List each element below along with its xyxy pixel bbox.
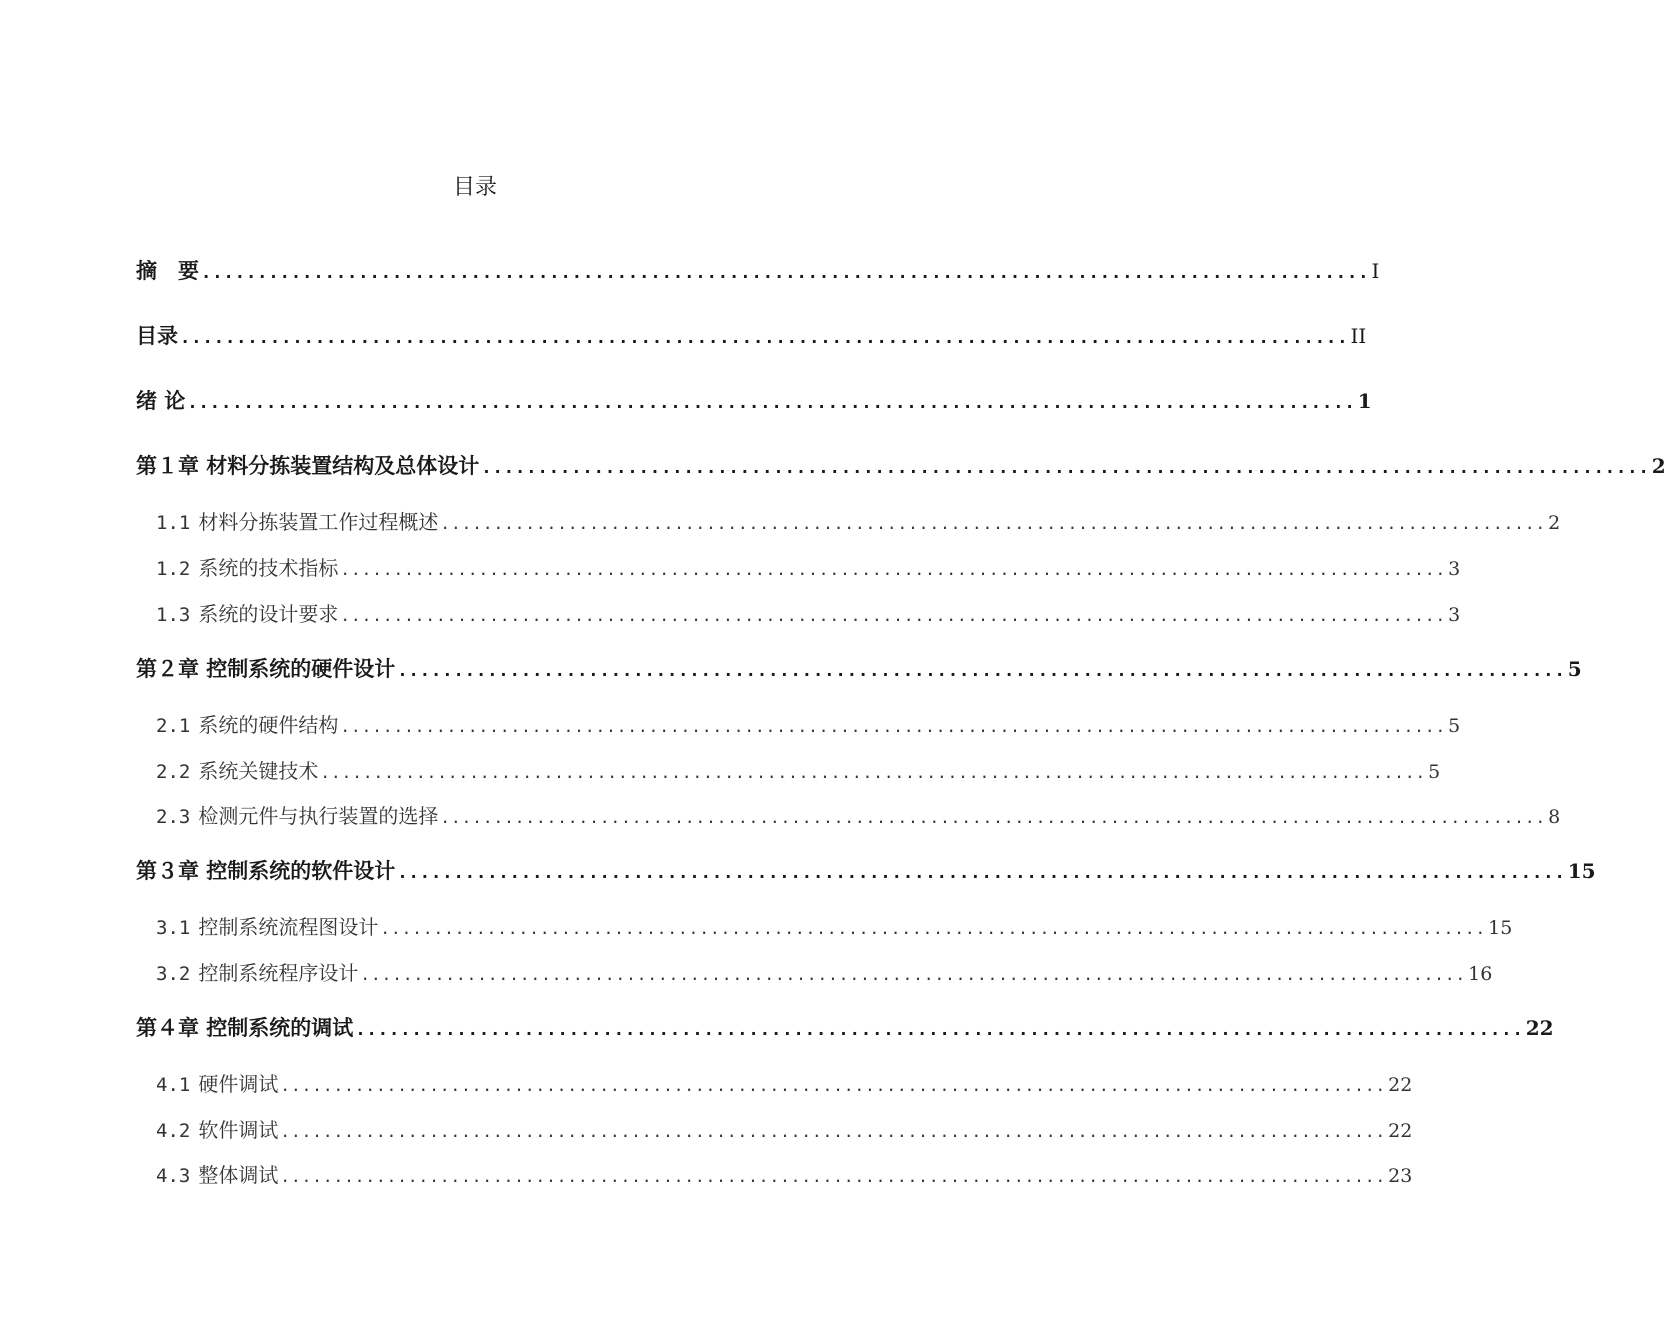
toc-page-number: 15: [1567, 859, 1596, 883]
toc-page-number: 16: [1468, 963, 1493, 985]
toc-section-number: 3.2: [156, 963, 191, 985]
toc-leader-dots: ........................................................................................................: [360, 965, 1467, 984]
toc-entry-section-2-1[interactable]: [156, 709, 1461, 738]
toc-leader-dots: ........................................................................................................: [280, 1076, 1387, 1095]
toc-section-number: 3.1: [156, 917, 191, 939]
toc-leader-dots: ........................................................................................................: [355, 1020, 1524, 1040]
toc-entry-label: 系统的技术指标: [198, 556, 339, 580]
toc-entry-label: 摘 要: [136, 259, 199, 283]
toc-entry-label: 系统的硬件结构: [198, 713, 339, 737]
toc-section-number: 4.3: [156, 1165, 191, 1187]
toc-entry-label: 第１章 材料分拣装置结构及总体设计: [136, 454, 480, 478]
toc-entry-label: 系统关键技术: [198, 759, 319, 783]
toc-leader-dots: ........................................................................................................: [440, 514, 1547, 533]
toc-entry-section-4-2[interactable]: [156, 1114, 1413, 1143]
toc-entry-section-1-2[interactable]: [156, 552, 1461, 581]
toc-entry-chapter-1[interactable]: [136, 450, 1666, 480]
toc-page-number: 5: [1567, 657, 1582, 681]
toc-entry-introduction[interactable]: [136, 385, 1372, 415]
toc-leader-dots: ........................................................................................................: [380, 919, 1487, 938]
toc-entry-section-1-1[interactable]: [156, 506, 1561, 535]
toc-section-number: 2.3: [156, 806, 191, 828]
toc-entry-label: 目录: [136, 324, 178, 348]
toc-entry-section-4-3[interactable]: [156, 1159, 1413, 1188]
toc-page-number: 23: [1388, 1165, 1413, 1187]
toc-leader-dots: ........................................................................................................: [201, 263, 1370, 283]
toc-section-number: 4.1: [156, 1074, 191, 1096]
toc-leader-dots: ........................................................................................................: [187, 393, 1356, 413]
toc-page-number: 22: [1525, 1016, 1554, 1040]
toc-leader-dots: ........................................................................................................: [320, 763, 1427, 782]
toc-leader-dots: ........................................................................................................: [397, 863, 1566, 883]
toc-entry-label: 硬件调试: [198, 1072, 279, 1096]
toc-section-number: 4.2: [156, 1120, 191, 1142]
toc-entry-chapter-2[interactable]: [136, 653, 1582, 683]
toc-entry-section-2-3[interactable]: [156, 800, 1561, 829]
toc-entry-section-4-1[interactable]: [156, 1068, 1413, 1097]
toc-entry-section-3-2[interactable]: [156, 957, 1493, 986]
toc-entry-chapter-3[interactable]: [136, 855, 1596, 885]
toc-page-number: 22: [1388, 1074, 1413, 1096]
toc-page-number: 2: [1651, 454, 1666, 478]
toc-section-number: 1.1: [156, 512, 191, 534]
toc-page-number: 8: [1548, 806, 1561, 828]
toc-page-number: 5: [1428, 761, 1441, 783]
toc-page-number: II: [1350, 324, 1367, 348]
toc-entry-label: 第３章 控制系统的软件设计: [136, 859, 396, 883]
toc-section-number: 1.3: [156, 604, 191, 626]
toc-entry-label: 检测元件与执行装置的选择: [198, 804, 439, 828]
toc-leader-dots: ........................................................................................................: [397, 661, 1566, 681]
toc-entry-chapter-4[interactable]: [136, 1012, 1554, 1042]
toc-section-number: 2.1: [156, 715, 191, 737]
toc-section-number: 2.2: [156, 761, 191, 783]
toc-page-number: 15: [1488, 917, 1513, 939]
toc-leader-dots: ........................................................................................................: [280, 1122, 1387, 1141]
toc-entry-abstract[interactable]: [136, 255, 1380, 285]
toc-entry-label: 材料分拣装置工作过程概述: [198, 510, 439, 534]
toc-leader-dots: ........................................................................................................: [440, 808, 1547, 827]
toc-leader-dots: ........................................................................................................: [481, 458, 1650, 478]
toc-entry-label: 控制系统程序设计: [198, 961, 359, 985]
toc-leader-dots: ........................................................................................................: [180, 328, 1349, 348]
toc-leader-dots: ........................................................................................................: [340, 560, 1447, 579]
toc-page-number: 2: [1548, 512, 1561, 534]
toc-entry-label: 整体调试: [198, 1163, 279, 1187]
toc-section-number: 1.2: [156, 558, 191, 580]
toc-entry-label: 第２章 控制系统的硬件设计: [136, 657, 396, 681]
page-title: 目录: [452, 175, 497, 200]
toc-page-number: 1: [1357, 389, 1372, 413]
toc-page-number: 3: [1448, 604, 1461, 626]
toc-entry-section-2-2[interactable]: [156, 755, 1441, 784]
toc-page-number: 5: [1448, 715, 1461, 737]
toc-leader-dots: ........................................................................................................: [340, 717, 1447, 736]
toc-entry-label: 软件调试: [198, 1118, 279, 1142]
toc-page-number: I: [1371, 259, 1380, 283]
toc-entry-label: 控制系统流程图设计: [198, 915, 379, 939]
toc-entry-label: 系统的设计要求: [198, 602, 339, 626]
toc-entry-section-3-1[interactable]: [156, 911, 1513, 940]
toc-entry-label: 第４章 控制系统的调试: [136, 1016, 354, 1040]
toc-leader-dots: ........................................................................................................: [340, 606, 1447, 625]
toc-page-number: 3: [1448, 558, 1461, 580]
toc-leader-dots: ........................................................................................................: [280, 1167, 1387, 1186]
toc-entry-section-1-3[interactable]: [156, 598, 1461, 627]
toc-entry-contents[interactable]: [136, 320, 1367, 350]
toc-entry-label: 绪 论: [136, 389, 186, 413]
toc-page-number: 22: [1388, 1120, 1413, 1142]
